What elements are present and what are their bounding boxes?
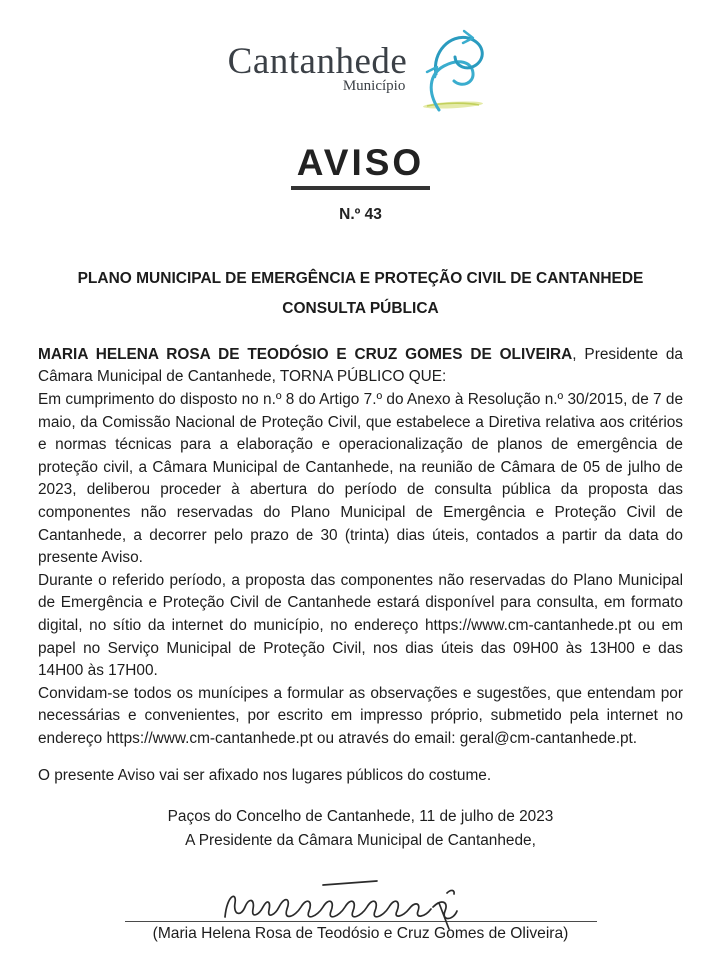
- notice-body: [38, 344, 683, 787]
- closing-block: [38, 805, 683, 853]
- paragraph-announcement: [38, 344, 683, 389]
- handwritten-signature: [211, 873, 511, 931]
- notice-title: AVISO: [291, 144, 430, 190]
- paragraph-consultation-access: Durante o referido período, a proposta das componentes não reservadas do Plano Municipal de Emergência e Proteção Civil de Cantanhede estará disponível para consulta, em formato digital, no sítio da internet do município, no endereço https://www.cm-cantanhede.pt ou em papel no Serviço Municipal de Proteção Civil, nos dias úteis das 09H00 às 13H00 e das 14H00 às 17H00.: [38, 571, 683, 680]
- subject-line-2: CONSULTA PÚBLICA: [282, 299, 439, 317]
- municipality-logo: [38, 28, 683, 114]
- subject-line-1: PLANO MUNICIPAL DE EMERGÊNCIA E PROTEÇÃO CIVIL DE CANTANHEDE: [77, 269, 644, 287]
- logo-wordmark: [228, 28, 408, 95]
- signatory-printed-name: (Maria Helena Rosa de Teodósio e Cruz Gomes de Oliveira): [152, 925, 569, 943]
- signature-area: [125, 871, 597, 922]
- notice-number: N.º 43: [339, 205, 382, 223]
- place-and-date: Paços do Concelho de Cantanhede, 11 de julho de 2023: [167, 808, 554, 826]
- logo-municipality-name: Cantanhede: [227, 41, 408, 82]
- paragraph-legal-basis: Em cumprimento do disposto no n.º 8 do Artigo 7.º do Anexo à Resolução n.º 30/2015, de 7 de maio, da Comissão Nacional de Proteção Civil, que estabelece a Diretiva relativa aos critérios e normas técnicas para a elaboração e operacionalização de planos de emergência de proteção civil, a Câmara Municipal de Cantanhede, na reunião de Câmara de 05 de julho de 2023, deliberou proceder à abertura do período de consulta pública da proposta das componentes não reservadas do Plano Municipal de Emergência e Proteção Civil de Cantanhede, a decorrer pelo prazo de 30 (trinta) dias úteis, contados a partir da data do presente Aviso.: [38, 391, 683, 567]
- paragraph-invitation: Convidam-se todos os munícipes a formular as observações e sugestões, que entendam por necessárias e convenientes, por escrito em impresso próprio, submetido pela internet no endereço https://www.cm-cantanhede.pt ou através do email: geral@cm-cantanhede.pt.: [38, 684, 683, 747]
- signatory-title: A Presidente da Câmara Municipal de Cantanhede,: [185, 832, 536, 850]
- logo-municipality-subtitle: Município: [342, 78, 406, 94]
- signatory-role-text: , Presidente da Câmara Municipal de Cantanhede, TORNA PÚBLICO QUE:: [38, 345, 683, 386]
- signatory-name-bold: MARIA HELENA ROSA DE TEODÓSIO E CRUZ GOMES DE OLIVEIRA: [38, 345, 573, 363]
- swirl-wave-icon: [409, 26, 493, 114]
- notice-subject: [38, 264, 683, 324]
- paragraph-posting: O presente Aviso vai ser afixado nos lugares públicos do costume.: [38, 766, 492, 784]
